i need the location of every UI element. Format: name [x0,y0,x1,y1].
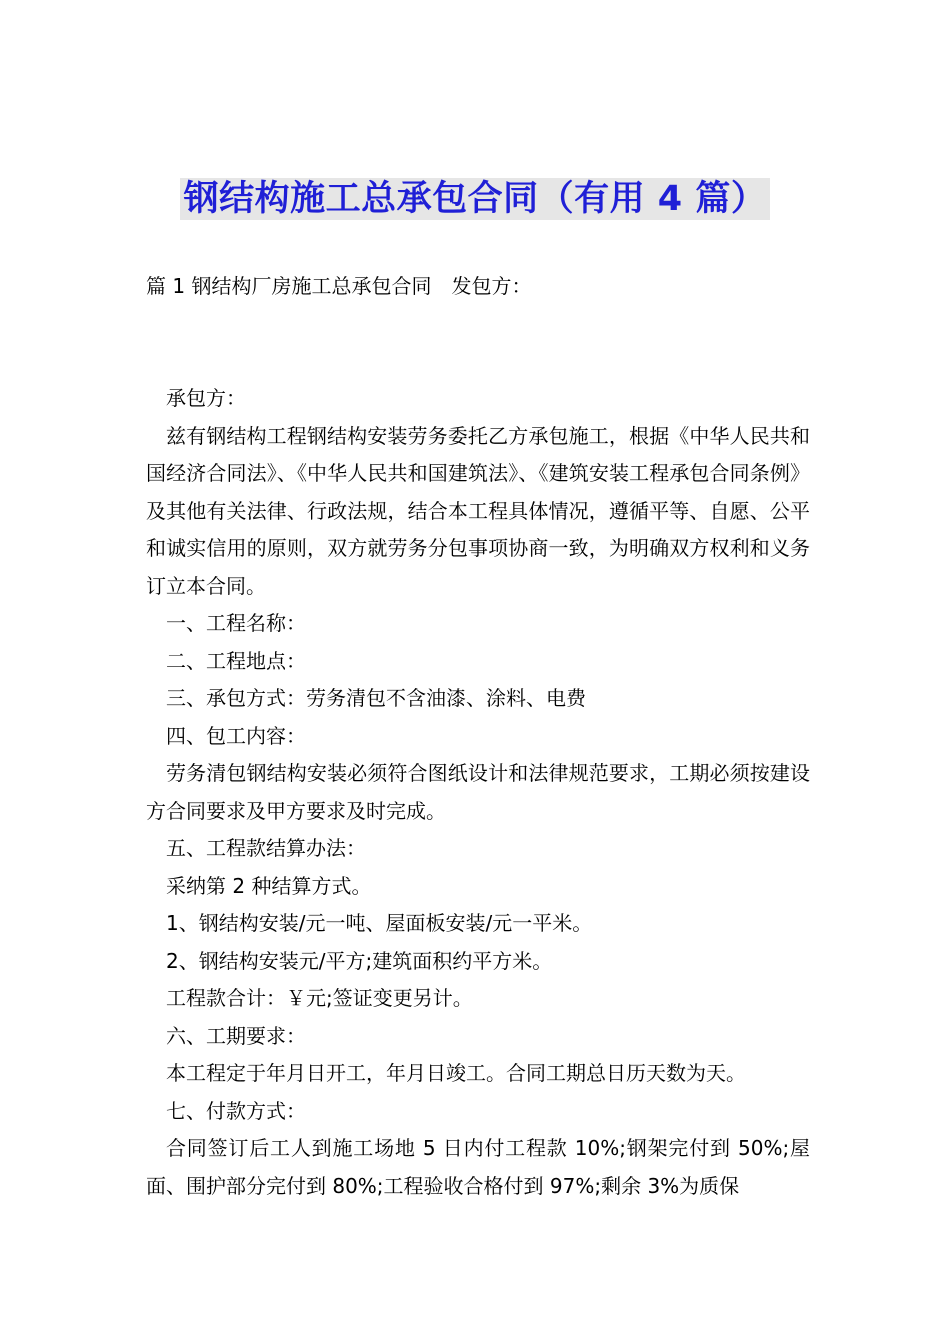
paragraph: 合同签订后工人到施工场地 5 日内付工程款 10%;钢架完付到 50%;屋面、围护部分完付到 80%;工程验收合格付到 97%;剩余 3%为质保 [146,1136,810,1198]
paragraph: 兹有钢结构工程钢结构安装劳务委托乙方承包施工，根据《中华人民共和国经济合同法》、《中华人民共和国建筑法》、《建筑安装工程承包合同条例》及其他有关法律、行政法规，结合本工程具体情况，遵循平等、自愿、公平和诚实信用的原则，双方就劳务分包事项协商一致，为明确双方权利和义务订立本合同。 [146,423,810,598]
paragraph: 四、包工内容： [166,723,306,748]
document-body [146,380,810,1205]
paragraph: 采纳第 2 种结算方式。 [166,873,372,898]
paragraph: 五、工程款结算办法： [166,836,366,860]
paragraph: 二、工程地点： [166,648,306,673]
paragraph: 2、钢结构安装元/平方;建筑面积约平方米。 [166,948,553,973]
paragraph: 1、钢结构安装/元一吨、屋面板安装/元一平米。 [166,911,593,935]
document-title: 钢结构施工总承包合同（有用 4 篇） [180,178,771,220]
paragraph: 七、付款方式： [166,1098,306,1123]
paragraph: 本工程定于年月日开工，年月日竣工。合同工期总日历天数为天。 [166,1061,746,1085]
paragraph: 六、工期要求： [166,1023,306,1048]
section-heading: 篇 1 钢结构厂房施工总承包合同 发包方： [146,274,532,298]
title-container [0,178,950,220]
paragraph: 工程款合计：￥元;签证变更另计。 [166,986,473,1010]
paragraph: 劳务清包钢结构安装必须符合图纸设计和法律规范要求，工期必须按建设方合同要求及甲方要求及时完成。 [146,761,810,823]
paragraph: 一、工程名称： [166,611,306,635]
paragraph: 承包方： [166,386,246,410]
paragraph: 三、承包方式：劳务清包不含油漆、涂料、电费 [166,686,586,710]
